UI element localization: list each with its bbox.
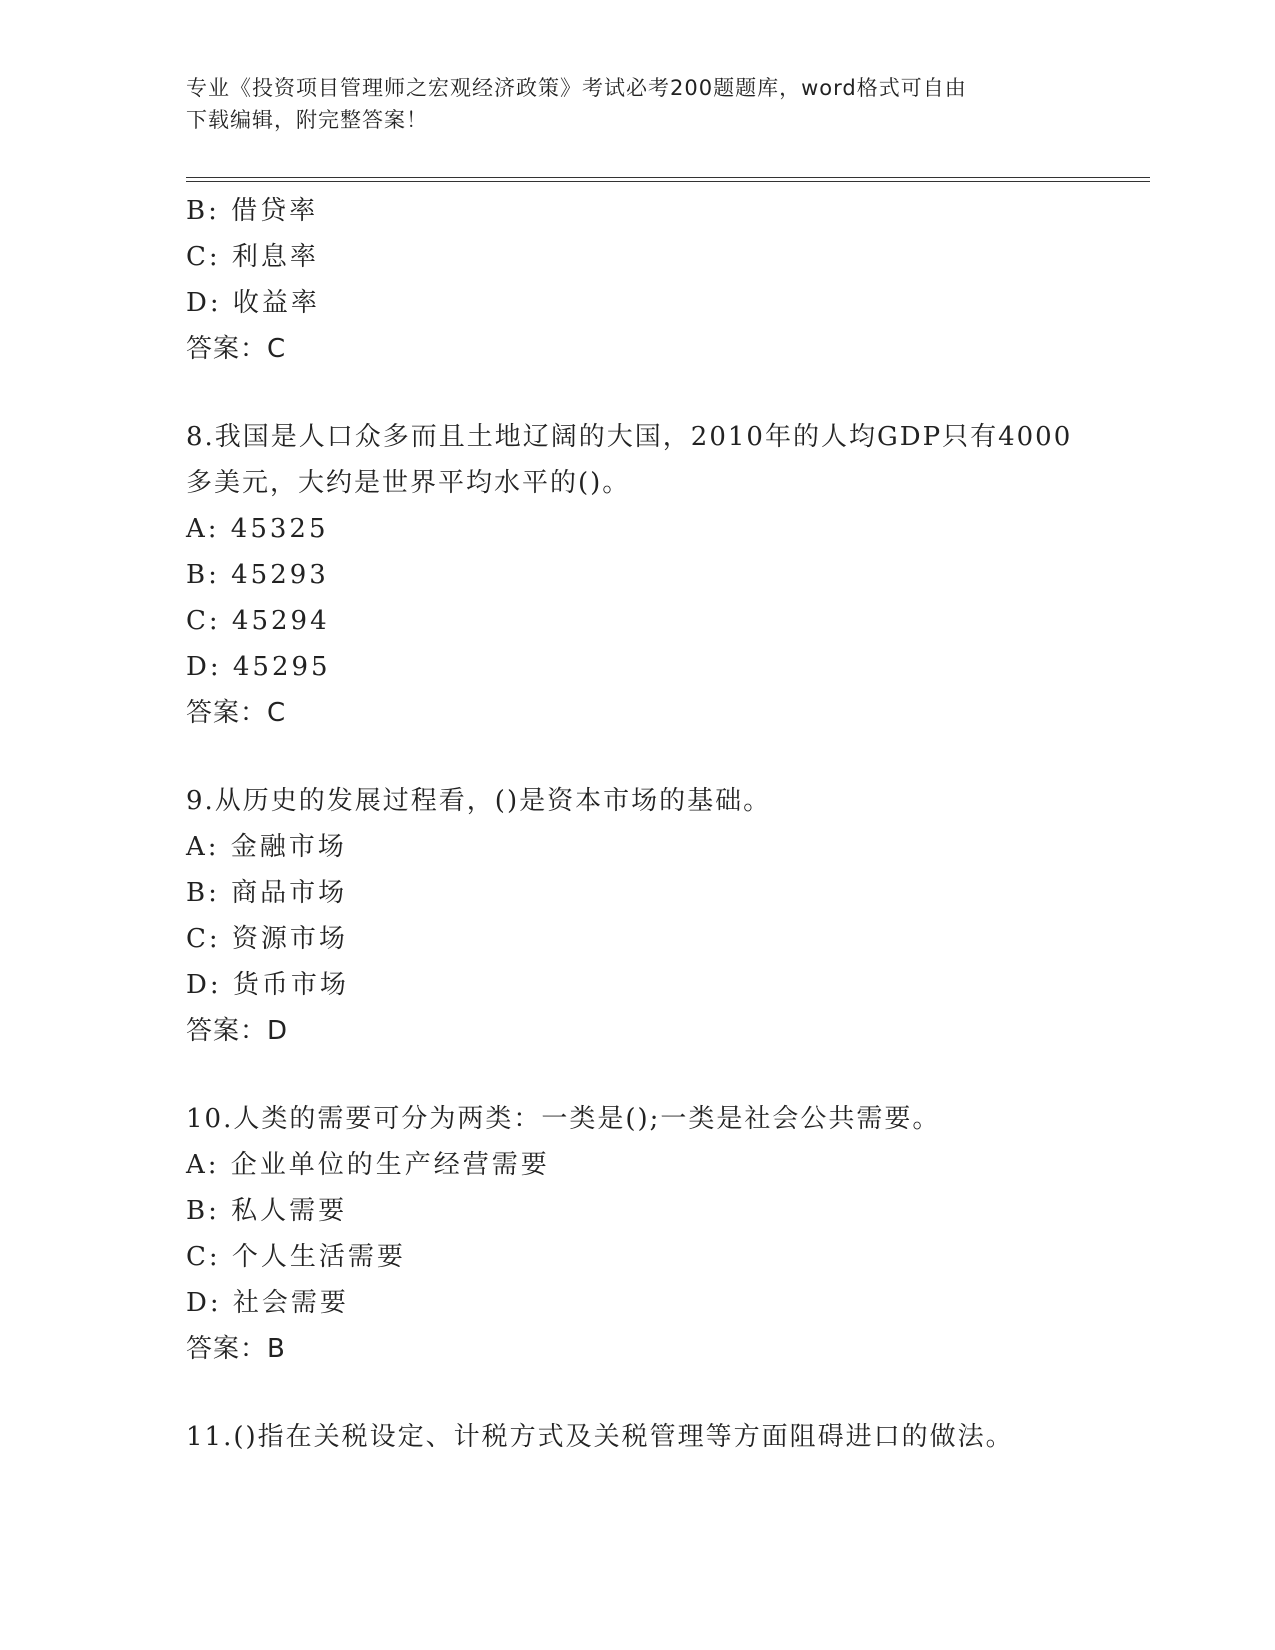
question-stem: 11.()指在关税设定、计税方式及关税管理等方面阻碍进口的做法。: [186, 1422, 1014, 1452]
option-d: D: 45295: [186, 652, 331, 682]
header-line-2: 下载编辑，附完整答案！: [186, 108, 428, 132]
answer-line: 答案：D: [186, 1016, 289, 1046]
question-stem: 10.人类的需要可分为两类：一类是();一类是社会公共需要。: [186, 1104, 941, 1134]
option-a: A: 金融市场: [186, 832, 347, 862]
spacer: [186, 372, 1150, 414]
spacer: [186, 1054, 1150, 1096]
option-c: C: 45294: [186, 606, 330, 636]
option-b: B: 借贷率: [186, 196, 319, 226]
option-a: A: 45325: [186, 514, 329, 544]
spacer: [186, 736, 1150, 778]
spacer: [186, 1372, 1150, 1414]
question-stem-cont: 多美元，大约是世界平均水平的()。: [186, 468, 631, 498]
option-d: D: 社会需要: [186, 1288, 349, 1318]
question-stem: 8.我国是人口众多而且土地辽阔的大国，2010年的人均GDP只有4000: [186, 422, 1073, 452]
question-list: [186, 188, 1150, 1460]
header-divider-top: [186, 177, 1150, 178]
option-b: B: 私人需要: [186, 1196, 348, 1226]
answer-line: 答案：C: [186, 334, 287, 364]
document-header: [186, 72, 1086, 136]
option-d: D: 收益率: [186, 288, 320, 318]
question-7: [186, 188, 1150, 372]
answer-line: 答案：B: [186, 1334, 286, 1364]
header-line-1: 专业《投资项目管理师之宏观经济政策》考试必考200题题库，word格式可自由: [186, 76, 967, 100]
question-8: [186, 414, 1150, 736]
answer-line: 答案：C: [186, 698, 287, 728]
header-divider-bottom: [186, 181, 1150, 182]
option-c: C: 资源市场: [186, 924, 348, 954]
option-c: C: 个人生活需要: [186, 1242, 406, 1272]
option-b: B: 45293: [186, 560, 329, 590]
option-d: D: 货币市场: [186, 970, 349, 1000]
question-stem: 9.从历史的发展过程看，()是资本市场的基础。: [186, 786, 772, 816]
option-a: A: 企业单位的生产经营需要: [186, 1150, 550, 1180]
option-c: C: 利息率: [186, 242, 319, 272]
question-10: [186, 1096, 1150, 1372]
question-9: [186, 778, 1150, 1054]
option-b: B: 商品市场: [186, 878, 348, 908]
question-11: [186, 1414, 1150, 1460]
